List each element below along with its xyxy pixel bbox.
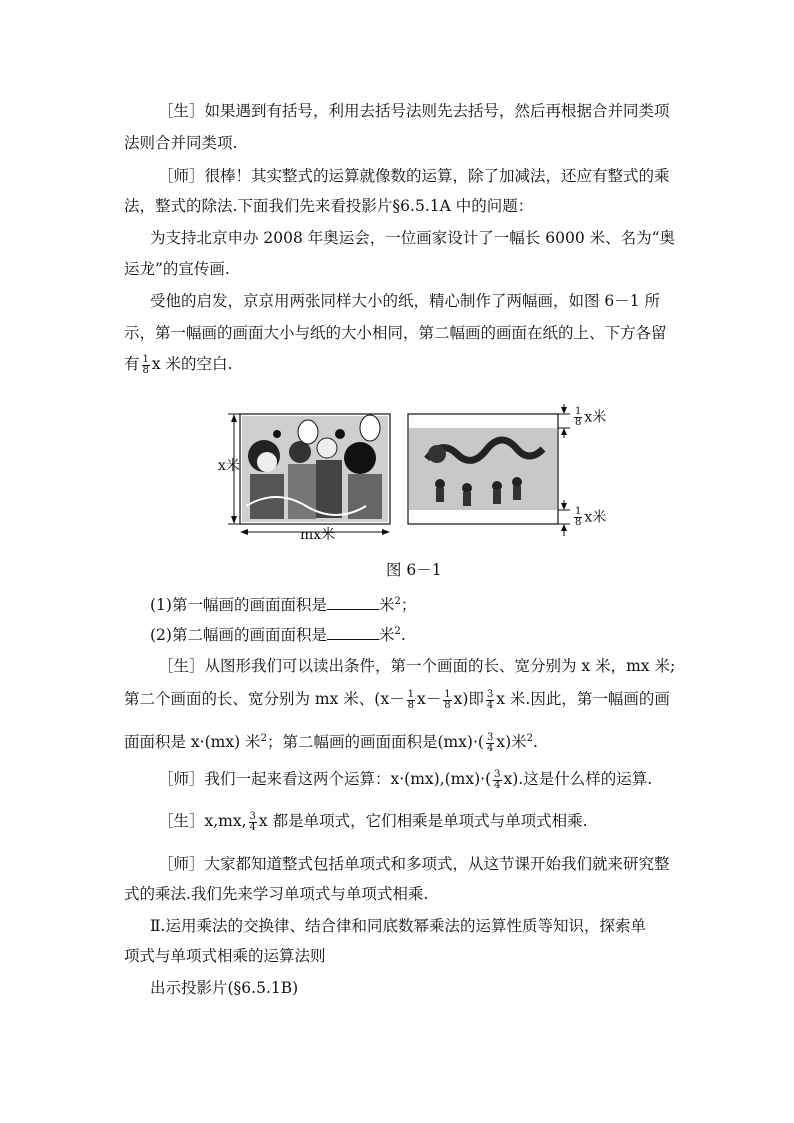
fraction: [249, 812, 257, 833]
para-5-line-2: [124, 689, 670, 711]
text-run: 面面积是 x·(mx) 米: [124, 733, 261, 752]
fraction: [486, 690, 494, 711]
text-run: ；: [400, 596, 417, 615]
label-mx-meters: mx米: [300, 527, 336, 543]
text-run: (1)第一幅画的画面面积是: [150, 596, 327, 615]
text-run: 第二个画面的长、宽分别为 mx 米、(x－: [124, 690, 405, 708]
text-run: x 米.因此，第一幅画的画: [496, 690, 670, 708]
para-8-line-1: ［师］大家都知道整式包括单项式和多项式，从这节课开始我们就来研究整: [158, 855, 670, 873]
second-painting: [408, 414, 558, 524]
fraction: [493, 770, 501, 791]
superscript: 2: [394, 596, 401, 607]
text-run: 米: [378, 596, 395, 615]
fraction-denominator: 8: [142, 364, 149, 376]
text-run: ［师］我们一起来看这两个运算：x·(mx),(mx)·(: [158, 770, 492, 788]
text-run: x米: [584, 509, 607, 526]
fraction-numerator: 1: [575, 506, 582, 517]
para-9-line-1: Ⅱ.运用乘法的交换律、结合律和同底数幂乘法的运算性质等知识，探索单: [150, 917, 646, 935]
label-bottom-margin: [572, 507, 606, 528]
para-1-line-1: ［生］如果遇到有括号，利用去括号法则先去括号，然后再根据合并同类项: [158, 102, 670, 120]
para-3-line-1: 为支持北京申办 2008 年奥运会，一位画家设计了一幅长 6000 米、名为“奥: [150, 229, 676, 247]
fraction-one-eighth: [142, 355, 150, 376]
question-2: [150, 622, 406, 645]
fraction: [407, 690, 415, 711]
fraction-denominator: 4: [486, 742, 494, 754]
text-run: .: [533, 733, 538, 752]
fraction-denominator: 8: [407, 699, 414, 711]
text-run: x米: [584, 409, 607, 426]
fraction-numerator: 1: [444, 688, 451, 700]
text-run: x).这是什么样的运算.: [503, 770, 653, 788]
fraction-numerator: 3: [494, 768, 501, 780]
fraction: [443, 690, 451, 711]
text-run: ［生］x,mx,: [158, 812, 247, 830]
para-4-line-3: [124, 354, 233, 376]
answer-blank: [327, 595, 379, 610]
fraction-numerator: 1: [407, 688, 414, 700]
text-run: ；第二幅画的画面面积是(mx)·(: [266, 733, 484, 752]
text-run: 有: [124, 355, 140, 373]
para-5-line-1: ［生］从图形我们可以读出条件，第一个画面的长、宽分别为 x 米，mx 米;: [158, 657, 676, 675]
fraction-numerator: 1: [575, 406, 582, 417]
superscript: 2: [260, 733, 267, 744]
text-run: 米: [378, 626, 395, 645]
para-5-line-3: [124, 729, 538, 754]
figure-6-1: [212, 404, 632, 554]
figure-caption: 图 6－1: [386, 561, 442, 579]
superscript: 2: [394, 626, 401, 637]
text-run: x 都是单项式，它们相乘是单项式与单项式相乘.: [258, 812, 588, 830]
para-7: [158, 811, 588, 833]
fraction-denominator: 4: [249, 821, 256, 833]
margin-markers: [558, 404, 570, 536]
answer-blank: [327, 625, 379, 640]
para-8-line-2: 式的乘法.我们先来学习单项式与单项式相乘.: [124, 885, 429, 903]
para-4-line-2: 示，第一幅画的画面大小与纸的大小相同，第二幅画的画面在纸的上、下方各留: [124, 324, 667, 342]
fraction-denominator: 4: [486, 699, 494, 711]
para-9-line-2: 项式与单项式相乘的运算法则: [124, 947, 326, 965]
para-3-line-2: 运龙”的宣传画.: [124, 260, 230, 278]
text-run: x 米的空白.: [151, 355, 233, 373]
para-10: 出示投影片(§6.5.1B): [150, 979, 299, 997]
text-run: (2)第二幅画的画面面积是: [150, 626, 327, 645]
para-6: [158, 769, 652, 791]
fraction-one-eighth: [574, 407, 582, 428]
fraction-numerator: 3: [249, 810, 256, 822]
first-painting: [240, 414, 390, 524]
fraction-one-eighth: [574, 507, 582, 528]
text-run: .: [400, 626, 406, 645]
fraction-denominator: 8: [575, 517, 582, 528]
text-run: x)米: [496, 733, 527, 752]
label-x-meters: x米: [218, 458, 240, 474]
para-1-line-2: 法则合并同类项.: [124, 134, 238, 152]
fraction-denominator: 4: [494, 779, 501, 791]
fraction-denominator: 8: [575, 417, 582, 428]
fraction-numerator: 3: [486, 688, 494, 700]
superscript: 2: [526, 733, 533, 744]
question-1: [150, 592, 416, 615]
fraction-numerator: 1: [142, 353, 149, 365]
label-top-margin: [572, 407, 606, 428]
fraction: [486, 733, 494, 754]
text-run: x－: [416, 690, 442, 708]
fraction-numerator: 3: [486, 731, 494, 743]
text-run: x)即: [453, 690, 484, 708]
para-2-line-1: ［师］很棒！其实整式的运算就像数的运算，除了加减法，还应有整式的乘: [158, 167, 670, 185]
para-2-line-2: 法，整式的除法.下面我们先来看投影片§6.5.1A 中的问题：: [124, 197, 534, 215]
fraction-denominator: 8: [444, 699, 451, 711]
para-4-line-1: 受他的启发，京京用两张同样大小的纸，精心制作了两幅画，如图 6－1 所: [150, 292, 661, 310]
